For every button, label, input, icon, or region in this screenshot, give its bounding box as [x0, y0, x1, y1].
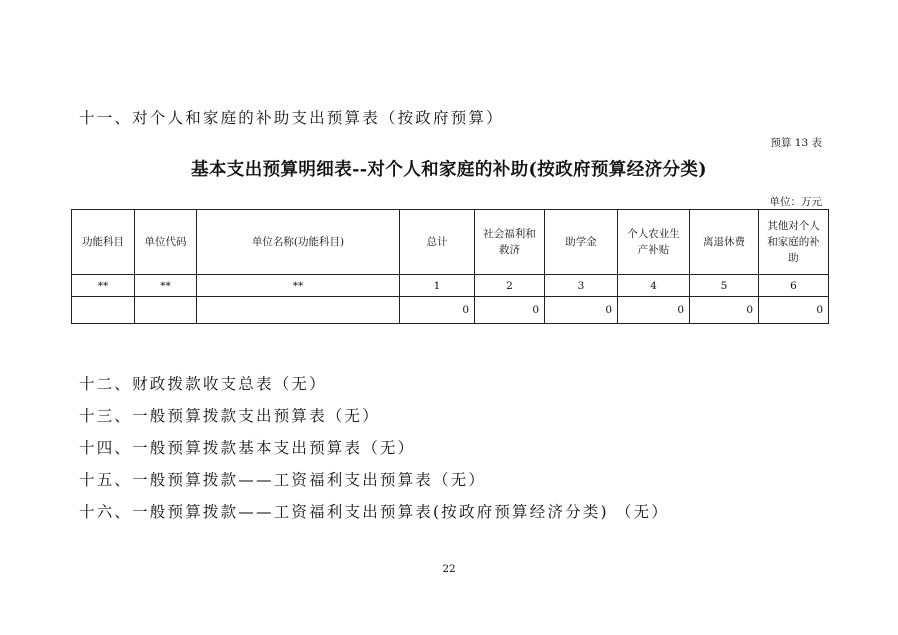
header-cell: 单位代码 — [135, 210, 197, 275]
data-cell — [135, 297, 197, 324]
header-cell: 总计 — [400, 210, 475, 275]
header-cell: 社会福利和救济 — [475, 210, 545, 275]
data-cell — [72, 297, 135, 324]
data-cell: 0 — [690, 297, 759, 324]
data-cell: 0 — [759, 297, 829, 324]
index-cell: 5 — [690, 275, 759, 297]
data-cell: 0 — [618, 297, 690, 324]
section-heading-15: 十五、一般预算拨款——工资福利支出预算表（无） — [79, 471, 487, 489]
index-cell: 4 — [618, 275, 690, 297]
table-row — [72, 297, 829, 324]
section-heading-16: 十六、一般预算拨款——工资福利支出预算表(按政府预算经济分类) （无） — [79, 503, 670, 521]
index-cell: 1 — [400, 275, 475, 297]
index-cell: ** — [197, 275, 400, 297]
section-heading-11: 十一、对个人和家庭的补助支出预算表（按政府预算） — [79, 109, 504, 127]
section-heading-12: 十二、财政拨款收支总表（无） — [79, 375, 327, 393]
data-cell: 0 — [475, 297, 545, 324]
header-cell: 其他对个人和家庭的补助 — [759, 210, 829, 275]
index-cell: ** — [72, 275, 135, 297]
data-cell: 0 — [400, 297, 475, 324]
header-cell: 离退休费 — [690, 210, 759, 275]
index-cell: ** — [135, 275, 197, 297]
index-cell: 3 — [545, 275, 618, 297]
budget-table — [71, 209, 829, 324]
index-cell: 2 — [475, 275, 545, 297]
data-cell — [197, 297, 400, 324]
section-heading-13: 十三、一般预算拨款支出预算表（无） — [79, 407, 380, 425]
header-cell: 单位名称(功能科目) — [197, 210, 400, 275]
page-number: 22 — [442, 563, 456, 575]
table-title: 基本支出预算明细表--对个人和家庭的补助(按政府预算经济分类) — [191, 160, 707, 180]
unit-label: 单位：万元 — [769, 196, 822, 208]
table-header-row — [72, 210, 829, 275]
header-cell: 个人农业生产补贴 — [618, 210, 690, 275]
table-number: 预算 13 表 — [770, 137, 822, 149]
data-cell: 0 — [545, 297, 618, 324]
header-cell: 助学金 — [545, 210, 618, 275]
table-index-row — [72, 275, 829, 297]
section-heading-14: 十四、一般预算拨款基本支出预算表（无） — [79, 439, 416, 457]
index-cell: 6 — [759, 275, 829, 297]
header-cell: 功能科目 — [72, 210, 135, 275]
